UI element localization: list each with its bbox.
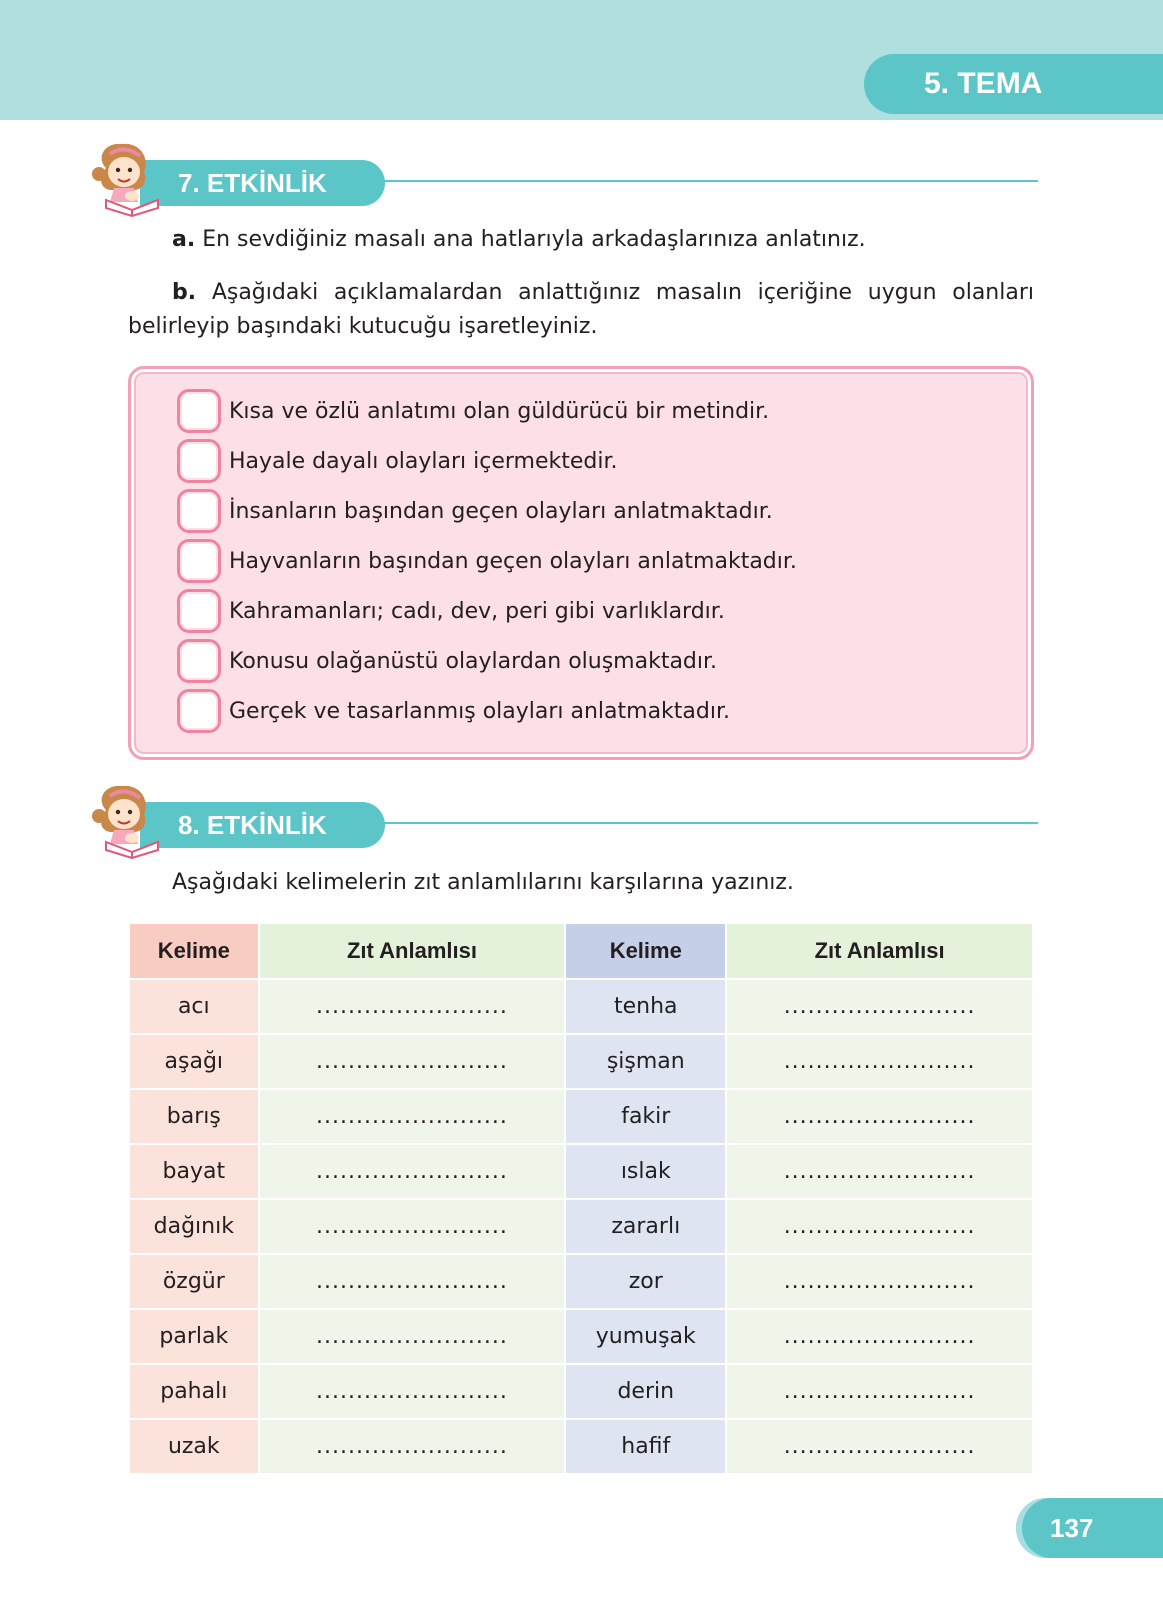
option-text: Hayvanların başından geçen olayları anlatmaktadır. xyxy=(229,548,797,574)
activity7-title: 7. ETKİNLİK xyxy=(140,160,385,206)
option-row xyxy=(177,589,725,633)
antonym-blank-left[interactable]: ........................ xyxy=(260,1310,565,1363)
word-right-cell: zararlı xyxy=(566,1200,725,1253)
option-text: Gerçek ve tasarlanmış olayları anlatmaktadır. xyxy=(229,698,731,724)
option-checkbox[interactable] xyxy=(177,639,221,683)
antonym-blank-left[interactable]: ........................ xyxy=(260,1035,565,1088)
option-checkbox[interactable] xyxy=(177,589,221,633)
option-checkbox[interactable] xyxy=(177,489,221,533)
option-row xyxy=(177,689,730,733)
part-a-label: a. xyxy=(172,227,196,252)
word-right-cell: fakir xyxy=(566,1090,725,1143)
theme-tab: 5. TEMA xyxy=(864,54,1163,114)
part-b-label: b. xyxy=(172,280,197,305)
word-left-cell: acı xyxy=(130,980,258,1033)
activity7-header xyxy=(88,138,1038,218)
word-right-cell: hafif xyxy=(566,1420,725,1473)
word-left-cell: pahalı xyxy=(130,1365,258,1418)
option-checkbox[interactable] xyxy=(177,439,221,483)
antonym-table xyxy=(128,922,1034,1475)
antonym-blank-left[interactable]: ........................ xyxy=(260,1420,565,1473)
option-text: Konusu olağanüstü olaylardan oluşmaktadır. xyxy=(229,648,718,674)
table-row xyxy=(130,1310,1032,1363)
table-row xyxy=(130,1035,1032,1088)
option-text: Kahramanları; cadı, dev, peri gibi varlıklardır. xyxy=(229,598,725,624)
option-row xyxy=(177,489,773,533)
word-left-cell: özgür xyxy=(130,1255,258,1308)
girl-reading-icon xyxy=(88,780,168,860)
antonym-blank-right[interactable]: ........................ xyxy=(727,1145,1032,1198)
antonym-blank-left[interactable]: ........................ xyxy=(260,1200,565,1253)
antonym-blank-right[interactable]: ........................ xyxy=(727,1365,1032,1418)
part-b-text: Aşağıdaki açıklamalardan anlattığınız masalın içeriğine uygun olanları belirleyip başındaki kutucuğu işaretleyiniz. xyxy=(128,280,1035,339)
part-b xyxy=(128,276,1034,344)
table-row xyxy=(130,980,1032,1033)
table-row xyxy=(130,1090,1032,1143)
antonym-blank-right[interactable]: ........................ xyxy=(727,1420,1032,1473)
antonym-blank-right[interactable]: ........................ xyxy=(727,1035,1032,1088)
word-right-cell: ıslak xyxy=(566,1145,725,1198)
antonym-blank-right[interactable]: ........................ xyxy=(727,1090,1032,1143)
antonym-blank-left[interactable]: ........................ xyxy=(260,1255,565,1308)
table-row xyxy=(130,1255,1032,1308)
word-right-cell: derin xyxy=(566,1365,725,1418)
word-left-cell: uzak xyxy=(130,1420,258,1473)
word-left-cell: dağınık xyxy=(130,1200,258,1253)
part-a-text: En sevdiğiniz masalı ana hatlarıyla arkadaşlarınıza anlatınız. xyxy=(202,227,866,252)
antonym-blank-left[interactable]: ........................ xyxy=(260,1090,565,1143)
activity8-title: 8. ETKİNLİK xyxy=(140,802,385,848)
table-row xyxy=(130,1420,1032,1473)
table-row xyxy=(130,1365,1032,1418)
option-row xyxy=(177,639,717,683)
activity8-divider xyxy=(378,822,1038,824)
table-row xyxy=(130,1145,1032,1198)
table-header-row xyxy=(130,924,1032,978)
word-left-cell: aşağı xyxy=(130,1035,258,1088)
option-checkbox[interactable] xyxy=(177,539,221,583)
table-row xyxy=(130,1200,1032,1253)
option-checkbox[interactable] xyxy=(177,689,221,733)
options-box xyxy=(128,366,1034,760)
antonym-blank-right[interactable]: ........................ xyxy=(727,1200,1032,1253)
header-antonym-left: Zıt Anlamlısı xyxy=(260,924,565,978)
word-left-cell: parlak xyxy=(130,1310,258,1363)
girl-reading-icon xyxy=(88,138,168,218)
page-number: 137 xyxy=(1016,1498,1163,1558)
antonym-blank-right[interactable]: ........................ xyxy=(727,1310,1032,1363)
option-row xyxy=(177,389,769,433)
antonym-blank-left[interactable]: ........................ xyxy=(260,1145,565,1198)
activity7-divider xyxy=(378,180,1038,182)
antonym-blank-left[interactable]: ........................ xyxy=(260,1365,565,1418)
word-right-cell: zor xyxy=(566,1255,725,1308)
option-text: İnsanların başından geçen olayları anlatmaktadır. xyxy=(229,498,773,524)
part-a xyxy=(172,223,1036,257)
activity8-header xyxy=(88,780,1038,860)
antonym-blank-right[interactable]: ........................ xyxy=(727,980,1032,1033)
header-antonym-right: Zıt Anlamlısı xyxy=(727,924,1032,978)
header-word-left: Kelime xyxy=(130,924,258,978)
option-checkbox[interactable] xyxy=(177,389,221,433)
option-row xyxy=(177,439,618,483)
antonym-blank-left[interactable]: ........................ xyxy=(260,980,565,1033)
option-text: Kısa ve özlü anlatımı olan güldürücü bir metindir. xyxy=(229,398,770,424)
antonym-blank-right[interactable]: ........................ xyxy=(727,1255,1032,1308)
word-right-cell: yumuşak xyxy=(566,1310,725,1363)
option-text: Hayale dayalı olayları içermektedir. xyxy=(229,448,618,474)
word-left-cell: barış xyxy=(130,1090,258,1143)
option-row xyxy=(177,539,797,583)
activity8-instruction: Aşağıdaki kelimelerin zıt anlamlılarını karşılarına yazınız. xyxy=(172,870,794,895)
word-left-cell: bayat xyxy=(130,1145,258,1198)
word-right-cell: şişman xyxy=(566,1035,725,1088)
header-word-right: Kelime xyxy=(566,924,725,978)
word-right-cell: tenha xyxy=(566,980,725,1033)
table-body xyxy=(130,980,1032,1473)
